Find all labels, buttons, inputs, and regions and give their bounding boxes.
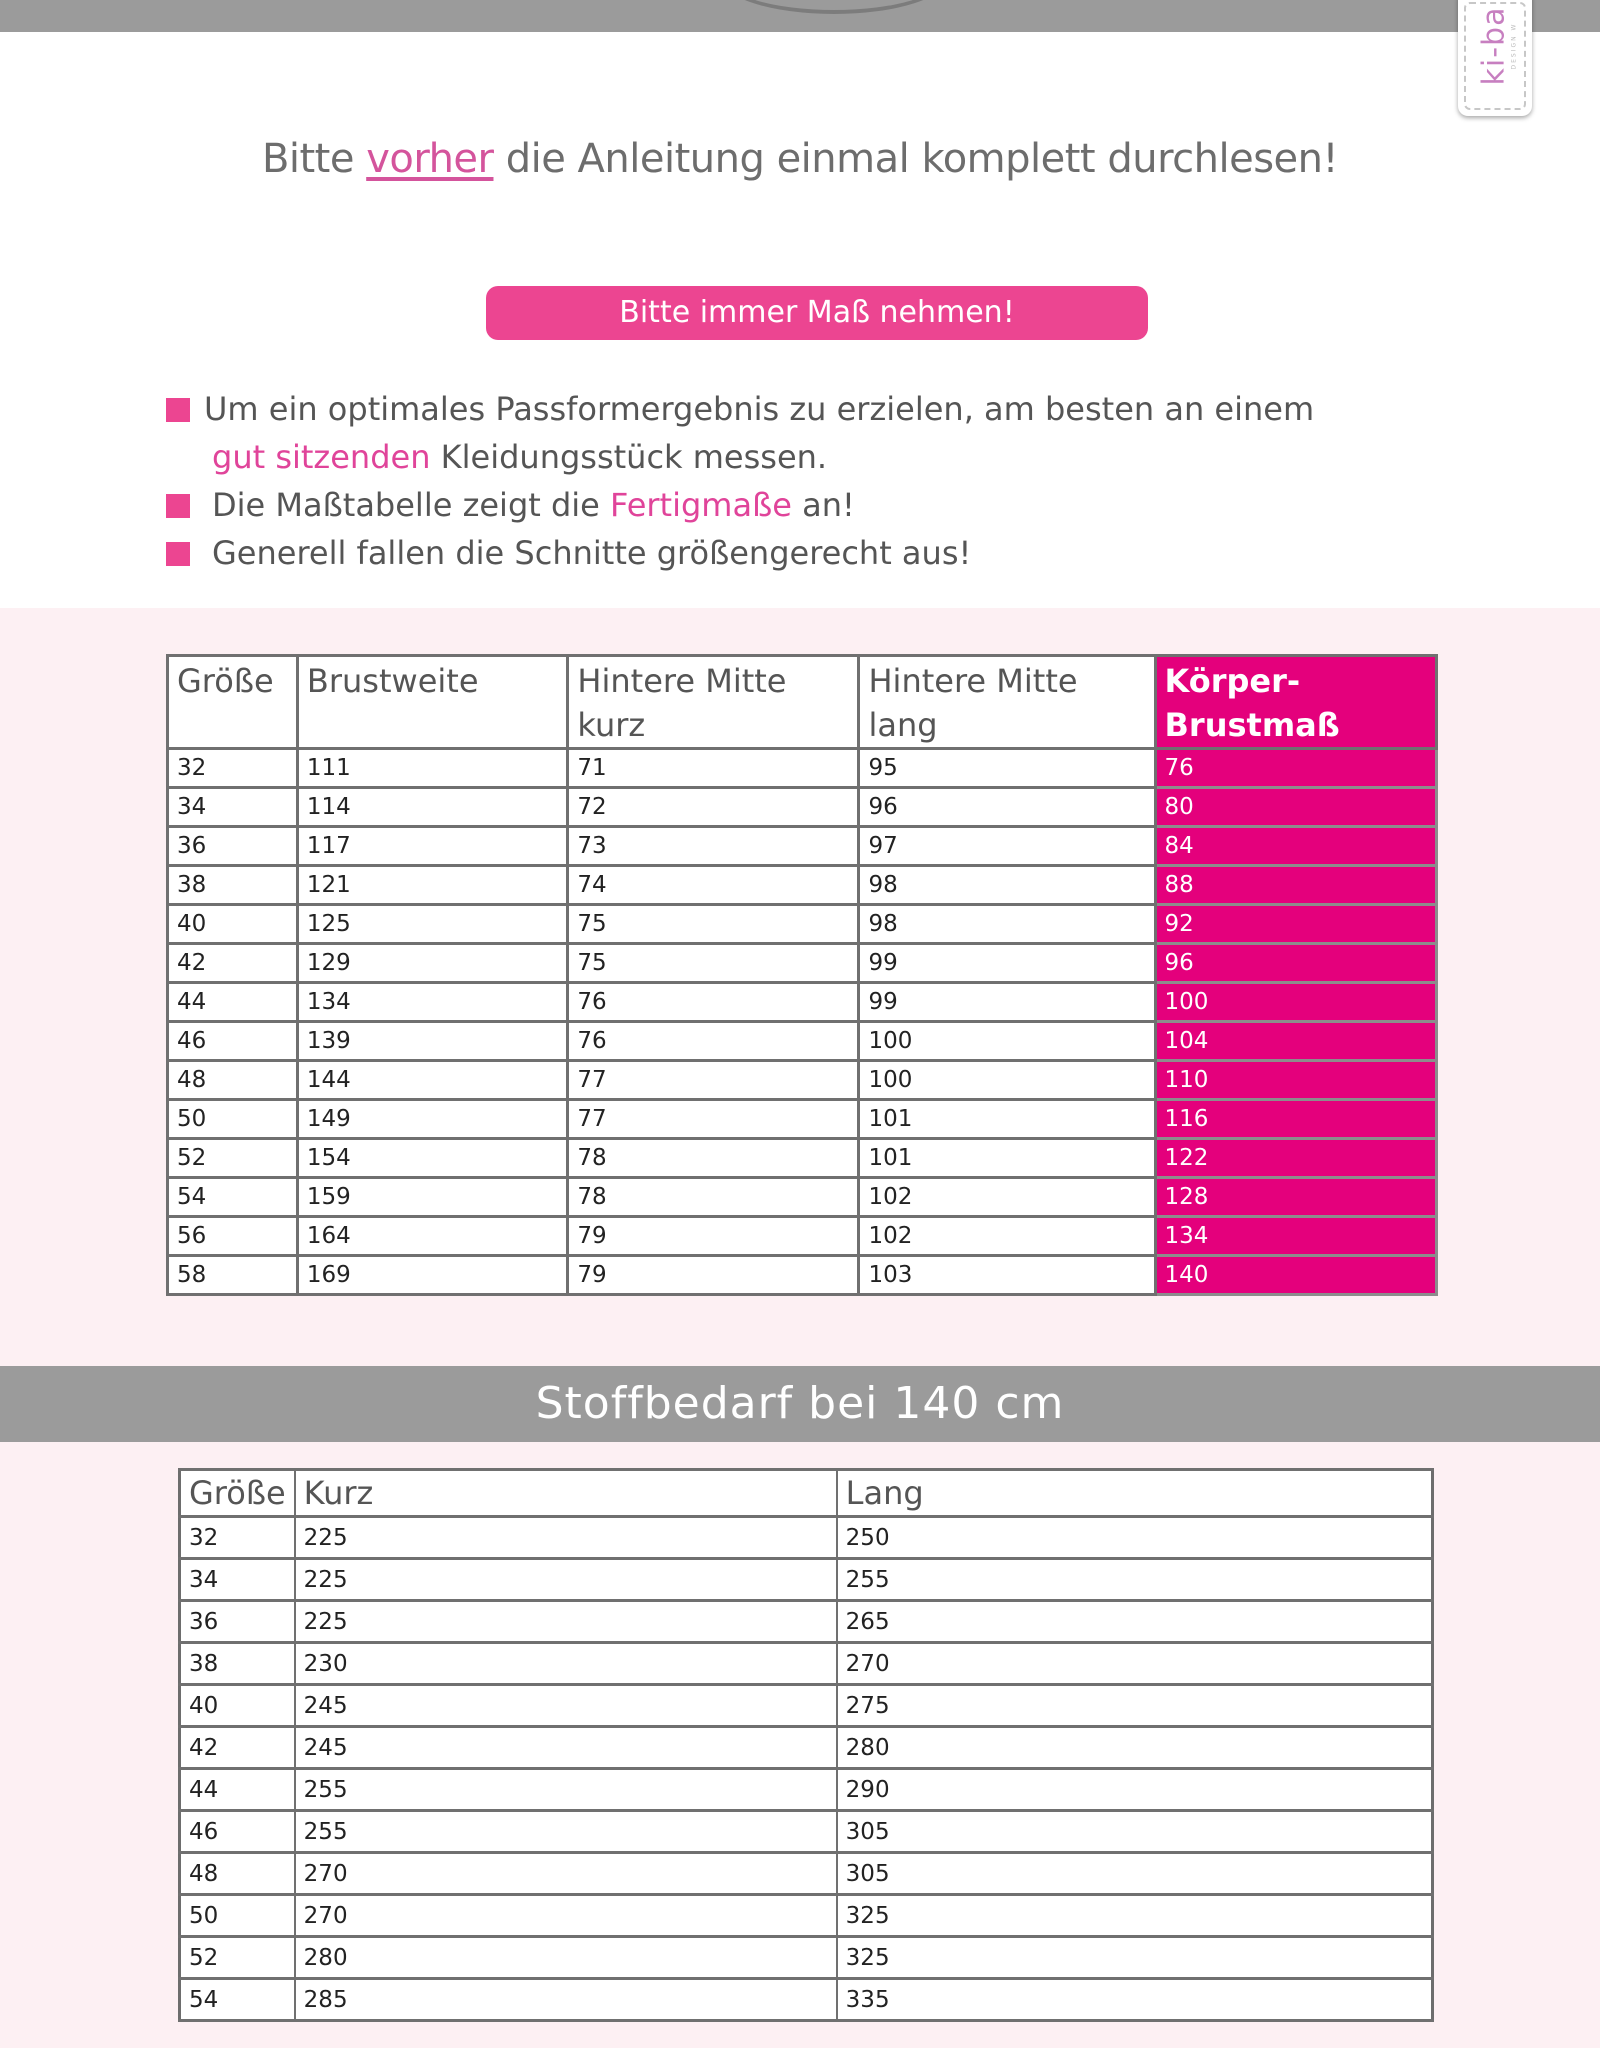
table-cell: 54: [168, 1178, 298, 1217]
table-cell: 52: [180, 1937, 295, 1979]
table-row: [168, 944, 1437, 983]
table-row: [180, 1979, 1433, 2021]
table-cell: 245: [295, 1685, 837, 1727]
header-body-chest: Körper- Brustmaß: [1155, 656, 1436, 749]
size-table-body: [168, 749, 1437, 1295]
table-cell: 122: [1155, 1139, 1436, 1178]
table-row: [180, 1685, 1433, 1727]
table-cell: 255: [837, 1559, 1433, 1601]
table-cell: 245: [295, 1727, 837, 1769]
table-cell: 42: [168, 944, 298, 983]
table-cell: 99: [859, 983, 1155, 1022]
table-cell: 58: [168, 1256, 298, 1295]
header-long: Lang: [837, 1470, 1433, 1517]
table-cell: 335: [837, 1979, 1433, 2021]
table-cell: 305: [837, 1811, 1433, 1853]
table-cell: 72: [568, 788, 859, 827]
table-cell: 225: [295, 1517, 837, 1559]
table-row: [168, 1100, 1437, 1139]
brand-subtitle: DESIGN W: [1510, 22, 1518, 70]
table-cell: 84: [1155, 827, 1436, 866]
bullet-text: Generell fallen die Schnitte größengerecht aus!: [212, 534, 972, 572]
table-cell: 88: [1155, 866, 1436, 905]
table-cell: 98: [859, 905, 1155, 944]
table-cell: 36: [180, 1601, 295, 1643]
table-cell: 75: [568, 905, 859, 944]
table-cell: 230: [295, 1643, 837, 1685]
fabric-table-header: [180, 1470, 1433, 1517]
table-cell: 102: [859, 1217, 1155, 1256]
table-cell: 100: [1155, 983, 1436, 1022]
table-cell: 305: [837, 1853, 1433, 1895]
intro-highlight: vorher: [366, 136, 494, 182]
table-cell: 48: [180, 1853, 295, 1895]
table-cell: 290: [837, 1769, 1433, 1811]
table-cell: 250: [837, 1517, 1433, 1559]
intro-before: Bitte: [261, 136, 367, 182]
bullet-highlight: gut sitzenden: [212, 438, 431, 476]
table-cell: 225: [295, 1601, 837, 1643]
bullet-highlight: Fertigmaße: [610, 486, 792, 524]
size-table: [166, 654, 1438, 1296]
table-cell: 34: [168, 788, 298, 827]
table-cell: 129: [297, 944, 568, 983]
table-row: [168, 827, 1437, 866]
table-cell: 104: [1155, 1022, 1436, 1061]
table-row: [180, 1811, 1433, 1853]
bullet-square-icon: [166, 542, 190, 566]
table-row: [180, 1895, 1433, 1937]
bullet-text: Um ein optimales Passformergebnis zu erzielen, am besten an einem: [204, 390, 1315, 428]
bullet-text: an!: [791, 486, 855, 524]
table-row: [180, 1727, 1433, 1769]
table-cell: 92: [1155, 905, 1436, 944]
table-cell: 139: [297, 1022, 568, 1061]
table-cell: 125: [297, 905, 568, 944]
header-short: Kurz: [295, 1470, 837, 1517]
table-row: [180, 1643, 1433, 1685]
table-cell: 80: [1155, 788, 1436, 827]
table-cell: 270: [837, 1643, 1433, 1685]
table-cell: 101: [859, 1100, 1155, 1139]
table-cell: 52: [168, 1139, 298, 1178]
bullet-square-icon: [166, 398, 190, 422]
table-cell: 50: [168, 1100, 298, 1139]
table-cell: 325: [837, 1895, 1433, 1937]
intro-heading: [0, 136, 1600, 182]
table-cell: 164: [297, 1217, 568, 1256]
table-cell: 40: [180, 1685, 295, 1727]
table-cell: 225: [295, 1559, 837, 1601]
table-row: [168, 1061, 1437, 1100]
brand-logo: ki-ba: [1476, 6, 1512, 86]
table-cell: 46: [180, 1811, 295, 1853]
table-cell: 100: [859, 1022, 1155, 1061]
table-cell: 71: [568, 749, 859, 788]
table-row: [168, 1178, 1437, 1217]
table-cell: 40: [168, 905, 298, 944]
intro-after: die Anleitung einmal komplett durchlesen!: [505, 136, 1339, 182]
table-cell: 97: [859, 827, 1155, 866]
table-cell: 114: [297, 788, 568, 827]
table-cell: 44: [168, 983, 298, 1022]
header-back-long: Hintere Mitte lang: [859, 656, 1155, 749]
table-cell: 144: [297, 1061, 568, 1100]
table-row: [180, 1517, 1433, 1559]
table-row: [168, 788, 1437, 827]
table-row: [168, 905, 1437, 944]
table-cell: 76: [1155, 749, 1436, 788]
size-table-header: [168, 656, 1437, 749]
notice-pill: Bitte immer Maß nehmen!: [486, 286, 1148, 340]
table-cell: 46: [168, 1022, 298, 1061]
table-cell: 34: [180, 1559, 295, 1601]
table-cell: 111: [297, 749, 568, 788]
table-row: [180, 1769, 1433, 1811]
table-cell: 116: [1155, 1100, 1436, 1139]
fabric-table: [178, 1468, 1434, 2022]
table-cell: 134: [297, 983, 568, 1022]
table-row: [168, 983, 1437, 1022]
table-row: [168, 1217, 1437, 1256]
table-cell: 73: [568, 827, 859, 866]
table-cell: 255: [295, 1811, 837, 1853]
table-cell: 42: [180, 1727, 295, 1769]
table-cell: 110: [1155, 1061, 1436, 1100]
fabric-banner: Stoffbedarf bei 140 cm: [0, 1366, 1600, 1442]
table-cell: 79: [568, 1217, 859, 1256]
table-cell: 95: [859, 749, 1155, 788]
table-cell: 128: [1155, 1178, 1436, 1217]
table-cell: 78: [568, 1139, 859, 1178]
table-cell: 117: [297, 827, 568, 866]
table-cell: 121: [297, 866, 568, 905]
brand-tag: [1458, 0, 1532, 116]
table-row: [180, 1559, 1433, 1601]
table-cell: 77: [568, 1061, 859, 1100]
table-cell: 32: [180, 1517, 295, 1559]
header-size: Größe: [180, 1470, 295, 1517]
table-cell: 38: [168, 866, 298, 905]
table-cell: 159: [297, 1178, 568, 1217]
table-cell: 103: [859, 1256, 1155, 1295]
table-cell: 265: [837, 1601, 1433, 1643]
table-cell: 96: [1155, 944, 1436, 983]
table-cell: 44: [180, 1769, 295, 1811]
table-cell: 38: [180, 1643, 295, 1685]
table-cell: 98: [859, 866, 1155, 905]
table-cell: 99: [859, 944, 1155, 983]
table-row: [168, 1139, 1437, 1178]
bullet-text: Kleidungsstück messen.: [430, 438, 828, 476]
table-cell: 77: [568, 1100, 859, 1139]
table-cell: 101: [859, 1139, 1155, 1178]
table-row: [180, 1853, 1433, 1895]
table-row: [168, 1256, 1437, 1295]
table-cell: 280: [837, 1727, 1433, 1769]
table-cell: 255: [295, 1769, 837, 1811]
table-row: [168, 749, 1437, 788]
table-cell: 48: [168, 1061, 298, 1100]
table-row: [168, 1022, 1437, 1061]
table-cell: 275: [837, 1685, 1433, 1727]
table-cell: 36: [168, 827, 298, 866]
table-cell: 75: [568, 944, 859, 983]
table-cell: 50: [180, 1895, 295, 1937]
header-size: Größe: [168, 656, 298, 749]
header-chest-width: Brustweite: [297, 656, 568, 749]
header-back-short: Hintere Mitte kurz: [568, 656, 859, 749]
table-row: [180, 1937, 1433, 1979]
table-cell: 280: [295, 1937, 837, 1979]
table-cell: 285: [295, 1979, 837, 2021]
table-cell: 169: [297, 1256, 568, 1295]
table-row: [168, 866, 1437, 905]
table-cell: 76: [568, 983, 859, 1022]
table-cell: 32: [168, 749, 298, 788]
table-cell: 140: [1155, 1256, 1436, 1295]
table-cell: 100: [859, 1061, 1155, 1100]
table-cell: 79: [568, 1256, 859, 1295]
table-cell: 74: [568, 866, 859, 905]
table-cell: 134: [1155, 1217, 1436, 1256]
fabric-table-body: [180, 1517, 1433, 2021]
table-cell: 270: [295, 1853, 837, 1895]
table-row: [180, 1601, 1433, 1643]
table-cell: 270: [295, 1895, 837, 1937]
bullet-text: Die Maßtabelle zeigt die: [212, 486, 611, 524]
table-cell: 149: [297, 1100, 568, 1139]
table-cell: 56: [168, 1217, 298, 1256]
table-cell: 96: [859, 788, 1155, 827]
table-cell: 102: [859, 1178, 1155, 1217]
table-cell: 325: [837, 1937, 1433, 1979]
table-cell: 54: [180, 1979, 295, 2021]
table-cell: 78: [568, 1178, 859, 1217]
bullet-square-icon: [166, 494, 190, 518]
table-cell: 154: [297, 1139, 568, 1178]
table-cell: 76: [568, 1022, 859, 1061]
